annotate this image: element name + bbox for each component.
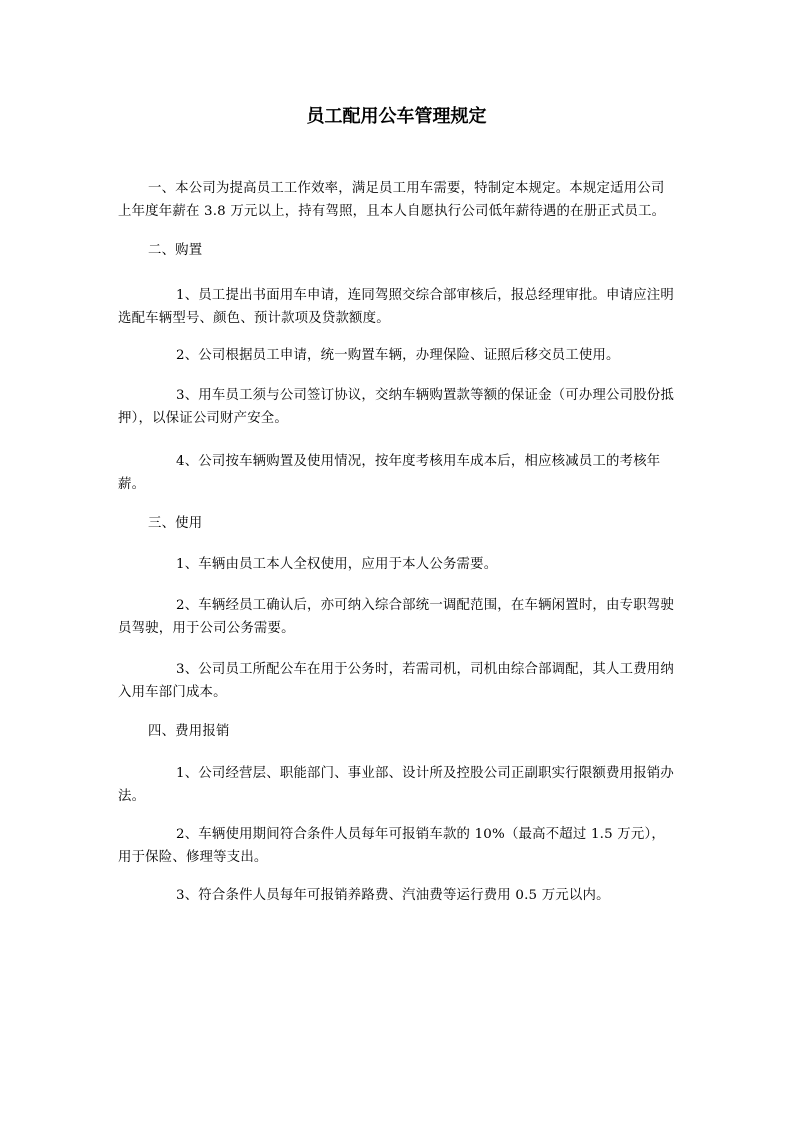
section-4-item-1: 1、公司经营层、职能部门、事业部、设计所及控股公司正副职实行限额费用报销办法。	[118, 766, 674, 804]
section-2-heading: 二、购置	[148, 243, 203, 258]
section-4-heading: 四、费用报销	[148, 724, 230, 739]
section-4-item-3: 3、符合条件人员每年可报销养路费、汽油费等运行费用 0.5 万元以内。	[176, 888, 610, 903]
section-3-item-3: 3、公司员工所配公车在用于公务时，若需司机，司机由综合部调配，其人工费用纳入用车部门成本。	[118, 662, 674, 700]
section-4-item-2: 2、车辆使用期间符合条件人员每年可报销车款的 10%（最高不超过 1.5 万元），用于保险、修理等支出。	[118, 827, 665, 865]
section-2-item-3: 3、用车员工须与公司签订协议，交纳车辆购置款等额的保证金（可办理公司股份抵押），以保证公司财产安全。	[118, 388, 674, 426]
section-2-item-1: 1、员工提出书面用车申请，连同驾照交综合部审核后，报总经理审批。申请应注明选配车辆型号、颜色、预计款项及贷款额度。	[118, 288, 674, 326]
section-3-heading: 三、使用	[148, 516, 203, 531]
section-2-item-4: 4、公司按车辆购置及使用情况，按年度考核用车成本后，相应核减员工的考核年薪。	[118, 454, 661, 492]
section-3-item-2: 2、车辆经员工确认后，亦可纳入综合部统一调配范围，在车辆闲置时，由专职驾驶员驾驶，用于公司公务需要。	[118, 598, 674, 636]
section-3-item-1: 1、车辆由员工本人全权使用，应用于本人公务需要。	[176, 557, 498, 572]
document-title: 员工配用公车管理规定	[306, 106, 487, 127]
section-1-paragraph: 一、本公司为提高员工工作效率，满足员工用车需要，特制定本规定。本规定适用公司上年度年薪在 3.8 万元以上，持有驾照，且本人自愿执行公司低年薪待遇的在册正式员工。	[118, 181, 666, 219]
section-2-item-2: 2、公司根据员工申请，统一购置车辆，办理保险、证照后移交员工使用。	[176, 348, 620, 363]
